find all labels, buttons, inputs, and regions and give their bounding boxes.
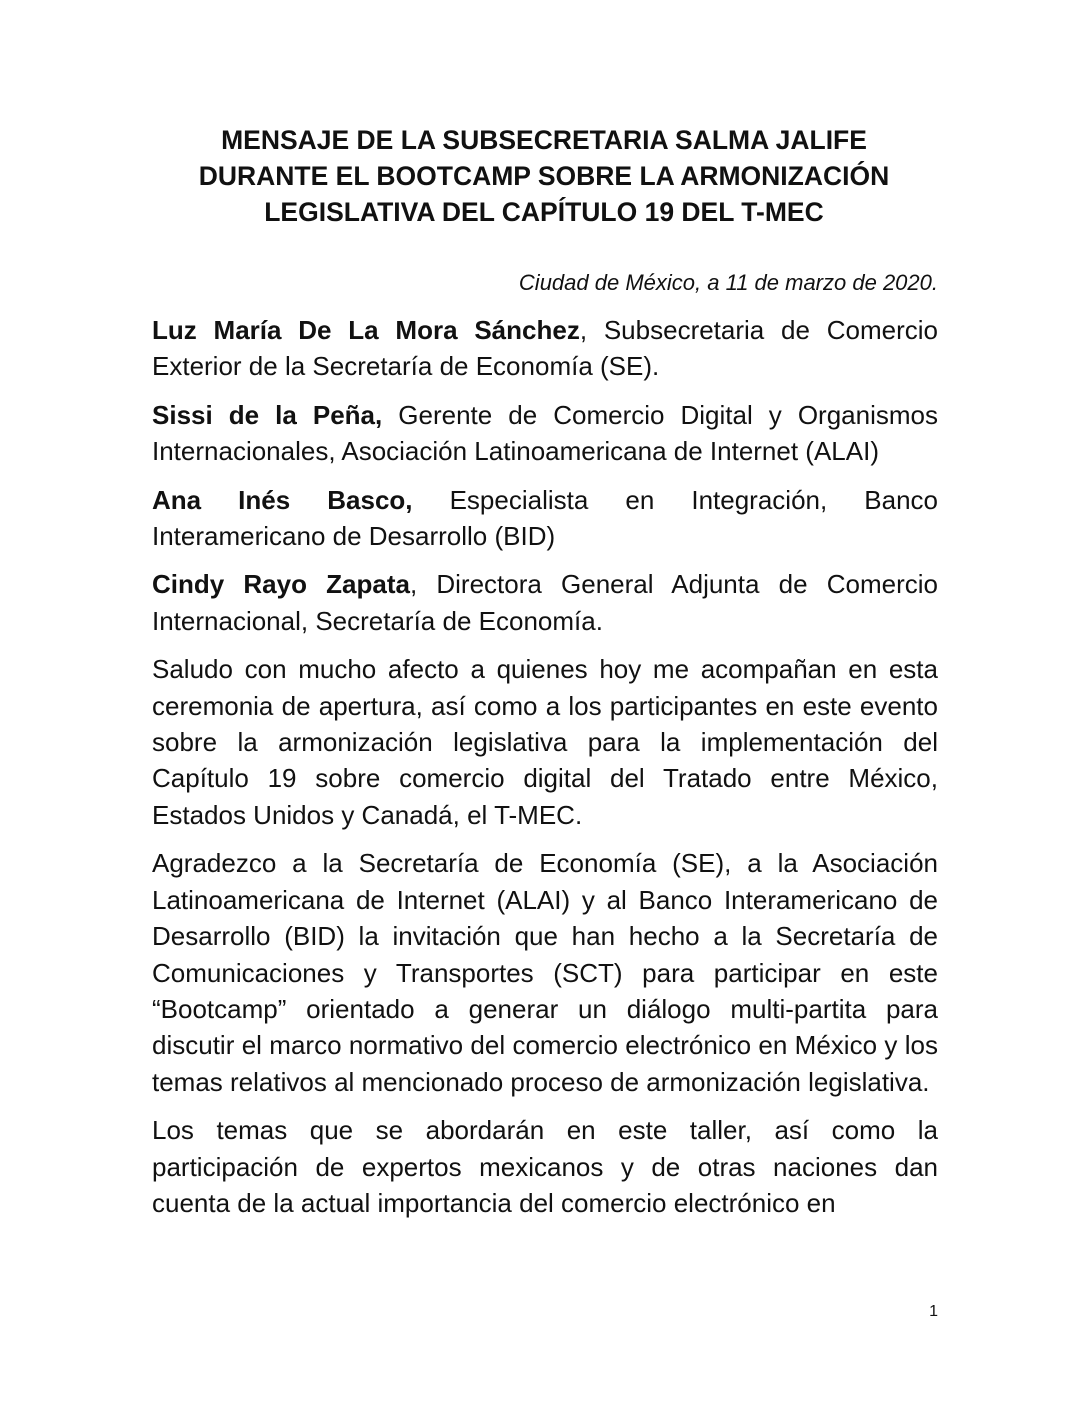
- attendee-entry: [152, 397, 938, 470]
- title-line: LEGISLATIVA DEL CAPÍTULO 19 DEL T-MEC: [264, 197, 824, 227]
- attendee-description: , Subsecretaria de Comercio Exterior de la Secretaría de Economía (SE).: [152, 315, 939, 382]
- attendee-name: Cindy Rayo Zapata: [152, 569, 410, 600]
- attendee-name: Sissi de la Peña,: [152, 399, 383, 430]
- body-paragraph: Saludo con mucho afecto a quienes hoy me acompañan en esta ceremonia de apertura, así como a los participantes en este evento sobre la armonización legislativa para la implementación del Capítulo 19 sobre comercio digital del Tratado entre México, Estados Unidos y Canadá, el T-MEC.: [152, 654, 938, 830]
- document-title: [150, 122, 938, 230]
- page-number: 1: [929, 1303, 938, 1320]
- document-date: Ciudad de México, a 11 de marzo de 2020.: [518, 270, 938, 295]
- attendee-name: Luz María De La Mora Sánchez: [152, 315, 580, 345]
- document-body: [152, 312, 938, 1233]
- attendee-entry: [152, 566, 938, 639]
- attendee-entry: [152, 312, 938, 385]
- body-paragraph: Los temas que se abordarán en este taller, así como la participación de expertos mexicanos y de otras naciones dan cuenta de la actual importancia del comercio electrónico en: [152, 1115, 938, 1218]
- attendee-description: Especialista en Integración, Banco Interamericano de Desarrollo (BID): [152, 484, 939, 552]
- title-line: DURANTE EL BOOTCAMP SOBRE LA ARMONIZACIÓN: [198, 161, 890, 191]
- body-paragraph: Agradezco a la Secretaría de Economía (SE), a la Asociación Latinoamericana de Internet (ALAI) y al Banco Interamericano de Desarrollo (BID) la invitación que han hecho a la Secretaría de Comunicaciones y Transportes (SCT) para participar en este “Bootcamp” orientado a generar un diálogo multi-partita para discutir el marco normativo del comercio electrónico en México y los temas relativos al mencionado proceso de armonización legislativa.: [152, 848, 938, 1097]
- attendee-entry: [152, 482, 938, 555]
- attendee-name: Ana Inés Basco,: [152, 484, 413, 515]
- attendee-description: , Directora General Adjunta de Comercio Internacional, Secretaría de Economía.: [152, 569, 938, 636]
- attendee-description: Gerente de Comercio Digital y Organismos Internacionales, Asociación Latinoamericana de Internet (ALAI): [152, 399, 938, 467]
- title-line: MENSAJE DE LA SUBSECRETARIA SALMA JALIFE: [221, 125, 867, 155]
